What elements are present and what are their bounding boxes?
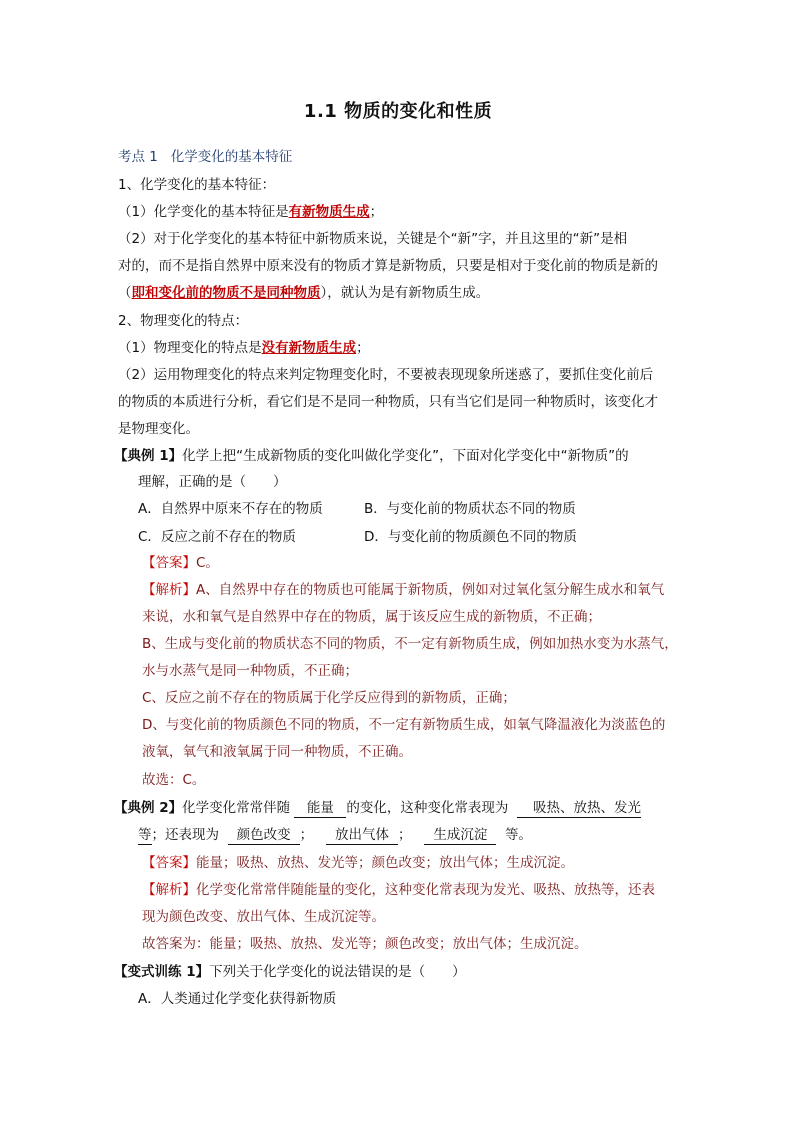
section2-point2-line3: 是物理变化。 — [118, 421, 199, 437]
example1-choice: 故选：C。 — [142, 772, 206, 788]
section1-point1-end: ； — [369, 204, 384, 220]
example2-separator-1: ； — [299, 827, 314, 843]
example2-explanation-line1 — [142, 880, 655, 900]
example2-explanation-text1: 化学变化常常伴随能量的变化，这种变化常表现为发光、吸热、放热等，还表 — [196, 882, 655, 898]
example1-question-line2: 理解，正确的是（ ） — [138, 474, 287, 490]
example2-blank-phenomena-end: 等 — [138, 827, 152, 843]
section1-heading: 1、化学变化的基本特征： — [118, 177, 276, 193]
example2-answer — [142, 853, 574, 873]
example2-answer-value: 能量；吸热、放热、发光等；颜色改变；放出气体；生成沉淀。 — [196, 855, 574, 871]
example1-explanation-line1 — [142, 580, 664, 600]
example2-blank-gas: 放出气体 — [326, 826, 398, 845]
key-point-heading — [118, 147, 292, 167]
example1-question-text: 化学上把“生成新物质的变化叫做化学变化”，下面对化学变化中“新物质”的 — [182, 448, 629, 464]
page-title: 1.1 物质的变化和性质 — [303, 101, 493, 122]
example2-separator-2: ； — [397, 827, 412, 843]
section2-point2-line1: （2）运用物理变化的特点来判定物理变化时，不要被表现现象所迷惑了，要抓住变化前后 — [118, 367, 654, 383]
example1-option-b: B．与变化前的物质状态不同的物质 — [364, 501, 576, 517]
section1-point1 — [118, 202, 383, 222]
drill1-question-text: 下列关于化学变化的说法错误的是（ ） — [209, 964, 466, 980]
example2-text-c: ；还表现为 — [151, 827, 219, 843]
example1-explanation-line4: 水与水蒸气是同一种物质，不正确； — [142, 663, 358, 679]
section1-point1-emphasis: 有新物质生成 — [288, 204, 370, 220]
example2-blank-color: 颜色改变 — [228, 826, 300, 845]
section1-point2-emphasis: 即和变化前的物质不是同种物质 — [131, 285, 321, 301]
example1-answer-value: C。 — [196, 555, 219, 571]
example1-option-c: C．反应之前不存在的物质 — [138, 529, 296, 545]
example1-explanation-line2: 来说，水和氧气是自然界中存在的物质，属于该反应生成的新物质，不正确； — [142, 609, 601, 625]
example1-explanation-text1: A、自然界中存在的物质也可能属于新物质，例如对过氧化氢分解生成水和氧气 — [196, 582, 665, 598]
section2-point1-emphasis: 没有新物质生成 — [261, 340, 357, 356]
example1-option-d: D．与变化前的物质颜色不同的物质 — [364, 529, 577, 545]
example1-answer — [142, 553, 219, 573]
example2-question-line2 — [138, 825, 532, 845]
section2-heading: 2、物理变化的特点： — [118, 313, 249, 329]
section1-point2-line1: （2）对于化学变化的基本特征中新物质来说，关键是个“新”字，并且这里的“新”是相 — [118, 231, 628, 247]
drill1-question — [114, 962, 466, 982]
example1-explanation-tag: 【解析】 — [142, 582, 196, 598]
key-point-label: 考点 1 — [118, 149, 158, 165]
example2-explanation-tag: 【解析】 — [142, 882, 196, 898]
section1-point2-end: ），就认为是有新物质生成。 — [320, 285, 490, 301]
example1-answer-tag: 【答案】 — [142, 555, 196, 571]
example1-explanation-line5: C、反应之前不存在的物质属于化学反应得到的新物质，正确； — [142, 690, 516, 706]
example1-explanation-line3: B、生成与变化前的物质状态不同的物质，不一定有新物质生成，例如加热水变为水蒸气， — [142, 636, 678, 652]
section1-point1-text: （1）化学变化的基本特征是 — [118, 204, 289, 220]
example2-text-d: 等。 — [504, 827, 532, 843]
example1-explanation-line6: D、与变化前的物质颜色不同的物质，不一定有新物质生成，如氧气降温液化为淡蓝色的 — [142, 717, 666, 733]
section2-point1-end: ； — [356, 340, 370, 356]
example1-explanation-line7: 液氧，氧气和液氧属于同一种物质，不正确。 — [142, 744, 412, 760]
section2-point1-text: （1）物理变化的特点是 — [118, 340, 262, 356]
example2-blank-precipitate: 生成沉淀 — [424, 826, 496, 845]
section2-point1 — [118, 338, 370, 358]
example2-text-a: 化学变化常常伴随 — [182, 800, 291, 816]
example2-question-line1 — [114, 798, 641, 818]
section1-point2-line2: 对的，而不是指自然界中原来没有的物质才算是新物质，只要是相对于变化前的物质是新的 — [118, 258, 658, 274]
example2-final-answer: 故答案为：能量；吸热、放热、发光等；颜色改变；放出气体；生成沉淀。 — [142, 936, 588, 952]
drill1-tag: 【变式训练 1】 — [114, 964, 210, 980]
example1-question-line1 — [114, 446, 629, 466]
section1-point2-line3 — [118, 283, 489, 303]
example2-blank-phenomena: 吸热、放热、发光 — [517, 799, 641, 818]
example2-tag: 【典例 2】 — [114, 800, 183, 816]
example2-explanation-line2: 现为颜色改变、放出气体、生成沉淀等。 — [142, 909, 385, 925]
drill1-option-a: A．人类通过化学变化获得新物质 — [138, 991, 337, 1007]
example1-option-a: A．自然界中原来不存在的物质 — [138, 501, 323, 517]
example2-answer-tag: 【答案】 — [142, 855, 196, 871]
example2-text-b: 的变化，这种变化常表现为 — [346, 800, 509, 816]
section1-point2-open: （ — [118, 285, 132, 301]
example1-tag: 【典例 1】 — [114, 448, 183, 464]
section2-point2-line2: 的物质的本质进行分析，看它们是不是同一种物质，只有当它们是同一种物质时，该变化才 — [118, 394, 658, 410]
example2-blank-energy: 能量 — [294, 799, 346, 818]
key-point-title: 化学变化的基本特征 — [170, 149, 293, 165]
